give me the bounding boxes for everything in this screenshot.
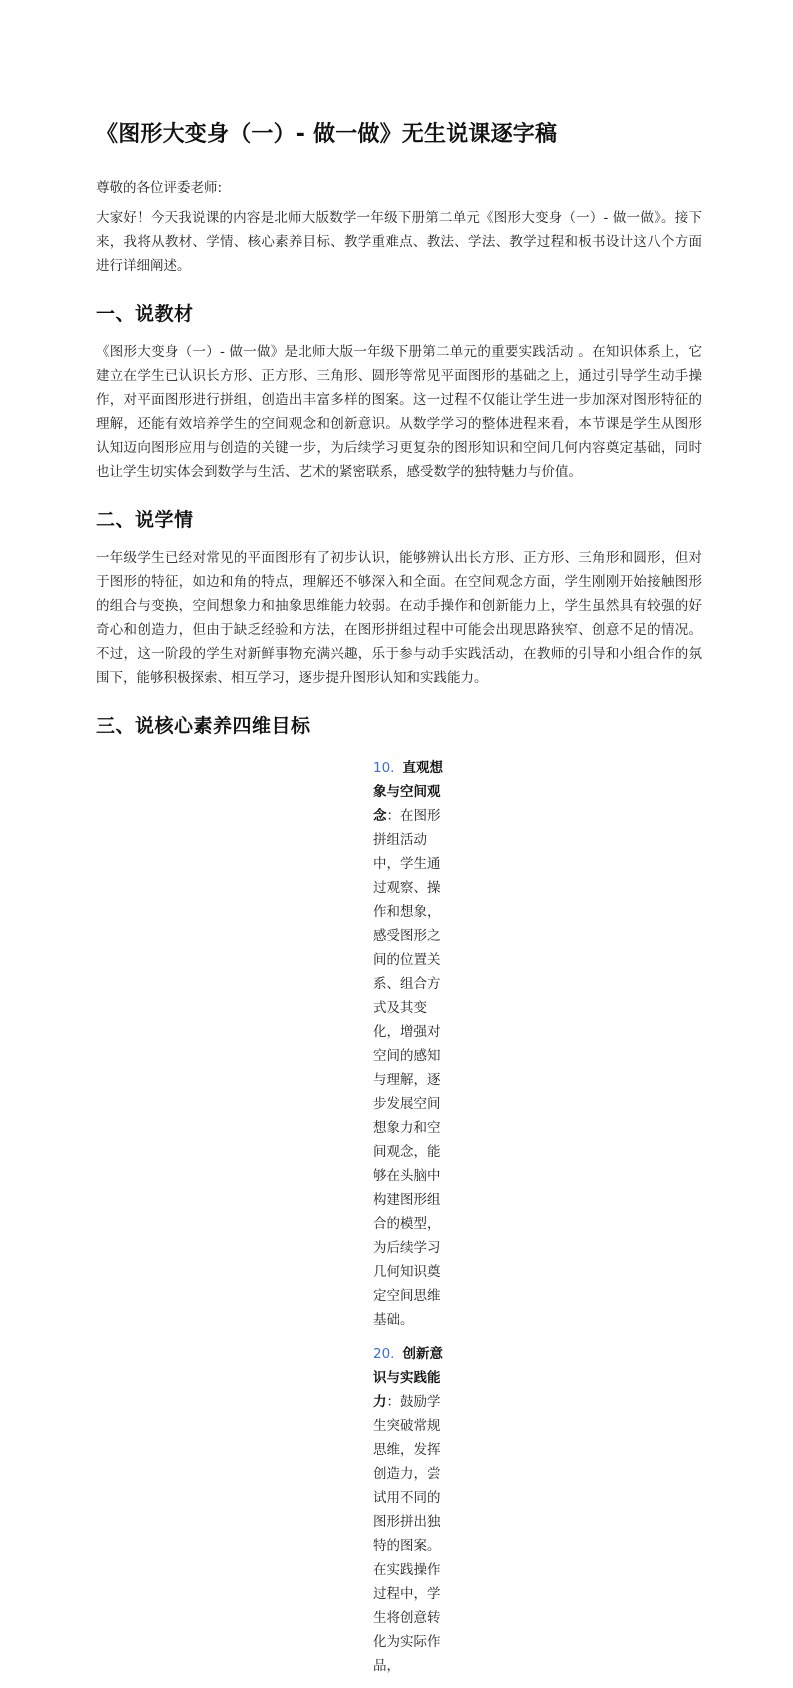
goal-item <box>355 756 443 1332</box>
goal-text: ：鼓励学生突破常规思维，发挥创造力，尝试用不同的图形拼出独特的图案。在实践操作过程中，学生将创意转化为实际作品， <box>373 1394 441 1674</box>
goal-text: ：在图形拼组活动中，学生通过观察、操作和想象，感受图形之间的位置关系、组合方式及其变化，增强对空间的感知与理解，逐步发展空间想象力和空间观念，能够在头脑中构建图形组合的模型，为后续学习几何知识奠定空间思维基础。 <box>373 808 441 1328</box>
section-heading-textbook: 一、说教材 <box>96 303 194 325</box>
section-heading-students: 二、说学情 <box>96 509 194 531</box>
document-page <box>96 118 702 1688</box>
document-title: 《图形大变身（一）- 做一做》无生说课逐字稿 <box>96 122 558 147</box>
goal-number: 20. <box>373 1346 395 1362</box>
section-heading-goals: 三、说核心素养四维目标 <box>96 715 311 737</box>
greeting-line: 尊敬的各位评委老师: <box>96 180 223 196</box>
section-body-students: 一年级学生已经对常见的平面图形有了初步认识，能够辨认出长方形、正方形、三角形和圆形，但对于图形的特征，如边和角的特点，理解还不够深入和全面。在空间观念方面，学生刚刚开始接触图形的组合与变换，空间想象力和抽象思维能力较弱。在动手操作和创新能力上，学生虽然具有较强的好奇心和创造力，但由于缺乏经验和方法，在图形拼组过程中可能会出现思路狭窄、创意不足的情况。不过，这一阶段的学生对新鲜事物充满兴趣，乐于参与动手实践活动，在教师的引导和小组合作的氛围下，能够积极探索、相互学习，逐步提升图形认知和实践能力。 <box>96 550 702 686</box>
goal-item <box>355 1342 443 1678</box>
goal-title: 创新意识与实践能力 <box>373 1346 443 1410</box>
intro-paragraph: 大家好！今天我说课的内容是北师大版数学一年级下册第二单元《图形大变身（一）- 做一做》。接下来，我将从教材、学情、核心素养目标、教学重难点、教法、学法、教学过程和板书设计这八个方面进行详细阐述。 <box>96 210 702 274</box>
section-body-textbook: 《图形大变身（一）- 做一做》是北师大版一年级下册第二单元的重要实践活动 。在知识体系上，它建立在学生已认识长方形、正方形、三角形、圆形等常见平面图形的基础之上，通过引导学生动手操作，对平面图形进行拼组，创造出丰富多样的图案。这一过程不仅能让学生进一步加深对图形特征的理解，还能有效培养学生的空间观念和创新意识。从数学学习的整体进程来看，本节课是学生从图形认知迈向图形应用与创造的关键一步，为后续学习更复杂的图形知识和空间几何内容奠定基础，同时也让学生切实体会到数学与生活、艺术的紧密联系，感受数学的独特魅力与价值。 <box>96 344 702 480</box>
goals-list <box>96 756 443 1678</box>
goal-number: 10. <box>373 760 395 776</box>
goal-title: 直观想象与空间观念 <box>373 760 443 824</box>
